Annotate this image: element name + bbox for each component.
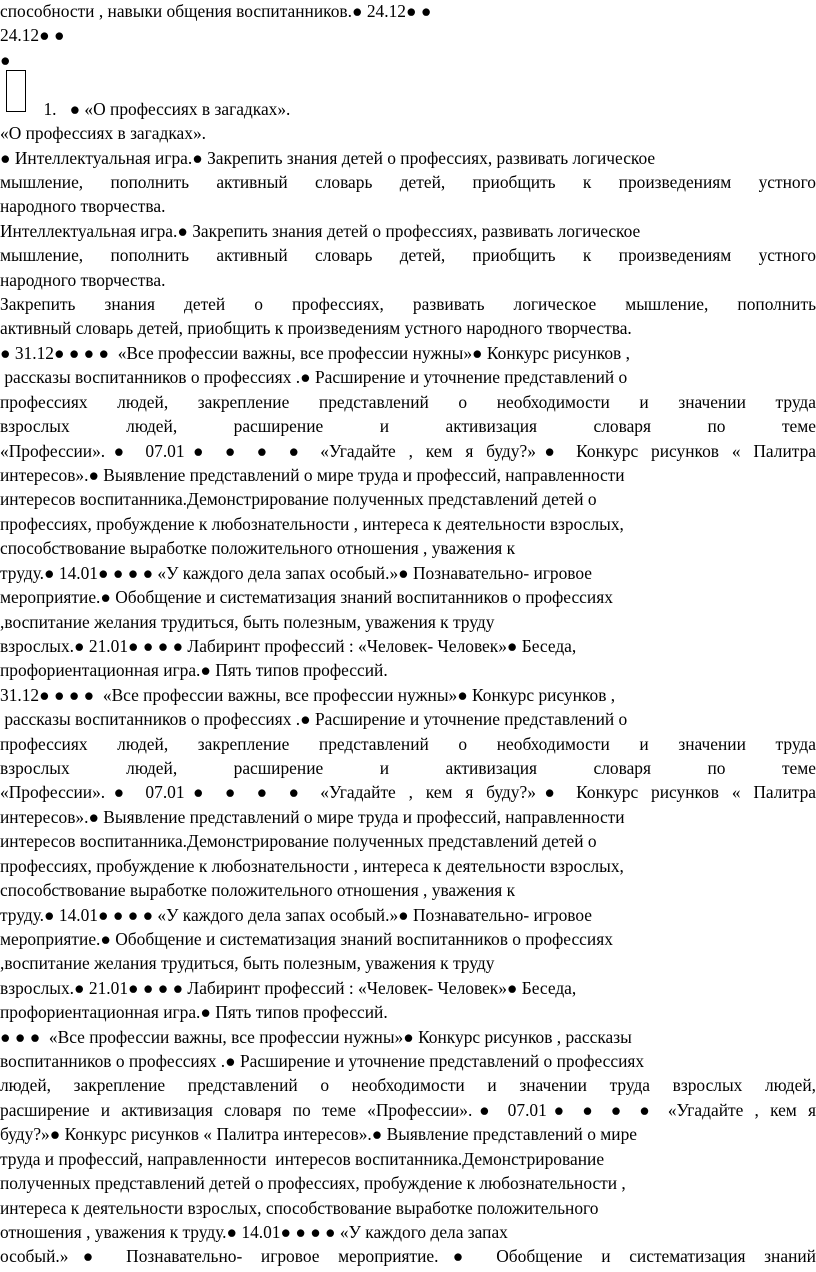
text-line: мероприятие.● Обобщение и систематизация знаний воспитанников о профессиях [0, 928, 613, 949]
text-line: активный словарь детей, приобщить к произведениям устного народного творчества. [0, 318, 632, 339]
text-line: 1. ● «О профессиях в загадках». [0, 98, 291, 119]
text-line: ● [0, 49, 11, 70]
text-line: народного творчества. [0, 269, 166, 290]
text-line: интереса к деятельности взрослых, способствование выработке положительного [0, 1197, 599, 1218]
text-line: труда и профессий, направленности интересов воспитанника.Демонстрирование [0, 1148, 605, 1169]
text-line: интересов воспитанника.Демонстрирование полученных представлений детей о [0, 489, 597, 510]
text-line: воспитанников о профессиях .● Расширение и уточнение представлений о профессиях [0, 1051, 645, 1072]
text-line: отношения , уважения к труду.● 14.01● ● ● ● «У каждого дела запах [0, 1222, 508, 1242]
text-line: ● Интеллектуальная игра.● Закрепить знания детей о профессиях, развивать логическое [0, 147, 656, 168]
text-line: «О профессиях в загадках». [0, 123, 206, 144]
text-line: ● ● ● «Все профессии важны, все профессии нужны»● Конкурс рисунков , рассказы [0, 1026, 632, 1047]
text-line: мышление, пополнить активный словарь детей, приобщить к произведениям устного [0, 245, 816, 266]
text-line: профессиях людей, закрепление представлений о необходимости и значении труда [0, 391, 816, 412]
text-line: способствование выработке положительного отношения , уважения к [0, 538, 516, 559]
text-line: взрослых.● 21.01● ● ● ● Лабиринт профессий : «Человек- Человек»● Беседа, [0, 977, 577, 998]
text-line: интересов».● Выявление представлений о мире труда и профессий, направленности [0, 806, 625, 827]
text-line: труду.● 14.01● ● ● ● «У каждого дела запах особый.»● Познавательно- игровое [0, 904, 593, 925]
text-line: расширение и активизация словаря по теме «Профессии».● 07.01● ● ● ● «Угадайте , кем я [0, 1099, 816, 1120]
text-line: ,воспитание желания трудиться, быть полезным, уважения к труду [0, 611, 495, 632]
text-line: людей, закрепление представлений о необходимости и значении труда взрослых людей, [0, 1075, 816, 1096]
text-line: интересов».● Выявление представлений о мире труда и профессий, направленности [0, 464, 625, 485]
text-line: буду?»● Конкурс рисунков « Палитра интересов».● Выявление представлений о мире [0, 1124, 637, 1145]
text-line: ● 31.12● ● ● ● «Все профессии важны, все профессии нужны»● Конкурс рисунков , [0, 342, 630, 363]
text-line: Интеллектуальная игра.● Закрепить знания детей о профессиях, развивать логическое [0, 220, 641, 241]
text-line: взрослых людей, расширение и активизация словаря по теме [0, 416, 816, 437]
text-line: труду.● 14.01● ● ● ● «У каждого дела запах особый.»● Познавательно- игровое [0, 562, 593, 583]
text-line: профессиях, пробуждение к любознательности , интереса к деятельности взрослых, [0, 513, 624, 534]
text-line: «Профессии».● 07.01● ● ● ● «Угадайте , кем я буду?»● Конкурс рисунков « Палитра [0, 782, 816, 803]
text-line: взрослых людей, расширение и активизация словаря по теме [0, 758, 816, 779]
text-line: интересов воспитанника.Демонстрирование полученных представлений детей о [0, 831, 597, 852]
text-line: народного творчества. [0, 196, 166, 217]
text-line: взрослых.● 21.01● ● ● ● Лабиринт профессий : «Человек- Человек»● Беседа, [0, 635, 577, 656]
text-line: особый.»● Познавательно- игровое мероприятие.● Обобщение и систематизация знаний [0, 1246, 816, 1267]
text-line: Закрепить знания детей о профессиях, развивать логическое мышление, пополнить [0, 294, 816, 315]
text-line: профессиях, пробуждение к любознательности , интереса к деятельности взрослых, [0, 855, 624, 876]
text-line: ,воспитание желания трудиться, быть полезным, уважения к труду [0, 953, 495, 974]
text-line: рассказы воспитанников о профессиях .● Расширение и уточнение представлений о [0, 367, 628, 388]
text-line: профессиях людей, закрепление представлений о необходимости и значении труда [0, 733, 816, 754]
text-line: «Профессии».● 07.01● ● ● ● «Угадайте , кем я буду?»● Конкурс рисунков « Палитра [0, 440, 816, 461]
text-line: полученных представлений детей о профессиях, пробуждение к любознательности , [0, 1173, 626, 1194]
text-line: 31.12● ● ● ● «Все профессии важны, все профессии нужны»● Конкурс рисунков , [0, 684, 616, 705]
text-line: способствование выработке положительного отношения , уважения к [0, 880, 516, 901]
text-line: профориентационная игра.● Пять типов профессий. [0, 1002, 388, 1023]
text-line: способности , навыки общения воспитанников.● 24.12● ● [0, 1, 432, 21]
text-line: мышление, пополнить активный словарь детей, приобщить к произведениям устного [0, 171, 816, 192]
text-line: рассказы воспитанников о профессиях .● Расширение и уточнение представлений о [0, 709, 628, 730]
text-line: мероприятие.● Обобщение и систематизация знаний воспитанников о профессиях [0, 587, 613, 608]
text-line: профориентационная игра.● Пять типов профессий. [0, 660, 388, 681]
text-line: 24.12● ● [0, 25, 65, 46]
